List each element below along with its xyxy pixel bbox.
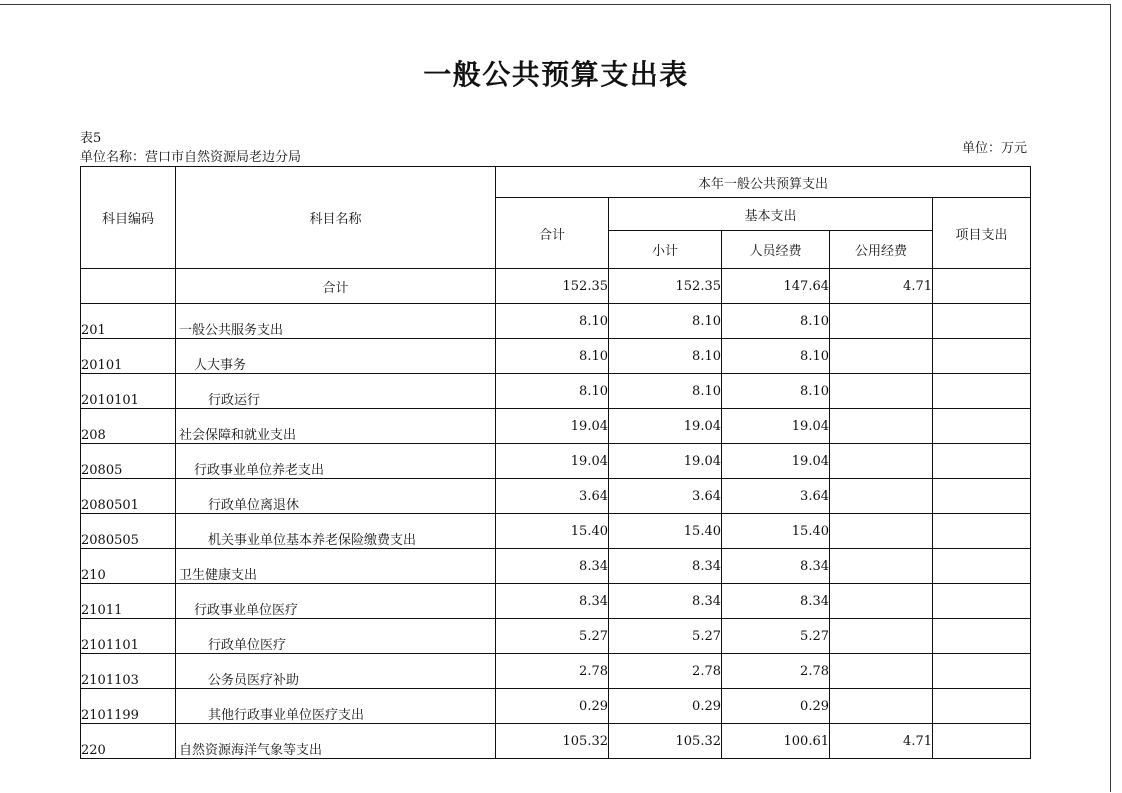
subject-code-cell: 2101101 [81, 619, 176, 654]
total-amount-cell: 3.64 [496, 479, 609, 514]
total-amount-cell: 8.10 [496, 304, 609, 339]
subject-name-cell: 其他行政事业单位医疗支出 [176, 689, 496, 724]
basic-subtotal-cell: 19.04 [609, 409, 722, 444]
subject-name-cell: 社会保障和就业支出 [176, 409, 496, 444]
subject-code-cell: 20805 [81, 444, 176, 479]
table-header [81, 167, 1031, 269]
subject-name-cell: 自然资源海洋气象等支出 [176, 724, 496, 759]
personnel-expense-cell: 8.34 [722, 549, 830, 584]
table-row [81, 409, 1031, 444]
project-expenditure-cell [933, 654, 1031, 689]
table-number: 表5 [80, 131, 102, 146]
total-row [81, 269, 1031, 304]
table-row [81, 689, 1031, 724]
public-expense-cell [830, 409, 933, 444]
header-public-expense: 公用经费 [830, 231, 933, 269]
subject-code-cell: 2080501 [81, 479, 176, 514]
header-subject-code: 科目编码 [81, 167, 176, 269]
table-row [81, 619, 1031, 654]
header-row [81, 167, 1031, 198]
personnel-expense-cell: 0.29 [722, 689, 830, 724]
public-expense-cell [830, 479, 933, 514]
header-total: 合计 [496, 198, 609, 269]
total-amount-cell: 105.32 [496, 724, 609, 759]
public-expense-cell [830, 304, 933, 339]
basic-subtotal-cell: 0.29 [609, 689, 722, 724]
basic-subtotal-cell: 15.40 [609, 514, 722, 549]
subject-name-cell: 行政事业单位养老支出 [176, 444, 496, 479]
personnel-expense-cell: 5.27 [722, 619, 830, 654]
basic-subtotal-cell: 2.78 [609, 654, 722, 689]
personnel-expense-cell: 8.10 [722, 374, 830, 409]
table-row [81, 654, 1031, 689]
subject-name-cell: 一般公共服务支出 [176, 304, 496, 339]
subject-name-cell: 行政单位医疗 [176, 619, 496, 654]
page-title: 一般公共预算支出表 [423, 58, 689, 91]
public-expense-cell [830, 444, 933, 479]
project-expenditure-cell [933, 584, 1031, 619]
public-expense-cell: 4.71 [830, 724, 933, 759]
personnel-expense-cell: 147.64 [722, 269, 830, 304]
subject-code-cell: 201 [81, 304, 176, 339]
project-expenditure-cell [933, 549, 1031, 584]
subject-code-cell: 21011 [81, 584, 176, 619]
total-amount-cell: 8.34 [496, 584, 609, 619]
project-expenditure-cell [933, 479, 1031, 514]
public-expense-cell [830, 374, 933, 409]
total-amount-cell: 19.04 [496, 409, 609, 444]
project-expenditure-cell [933, 304, 1031, 339]
project-expenditure-cell [933, 444, 1031, 479]
table-row [81, 374, 1031, 409]
project-expenditure-cell [933, 724, 1031, 759]
project-expenditure-cell [933, 689, 1031, 724]
basic-subtotal-cell: 8.34 [609, 584, 722, 619]
personnel-expense-cell: 3.64 [722, 479, 830, 514]
subject-code-cell: 2080505 [81, 514, 176, 549]
personnel-expense-cell: 15.40 [722, 514, 830, 549]
subject-code-cell: 220 [81, 724, 176, 759]
subject-code-cell: 208 [81, 409, 176, 444]
total-amount-cell: 15.40 [496, 514, 609, 549]
public-expense-cell: 4.71 [830, 269, 933, 304]
table-row [81, 584, 1031, 619]
header-project-expenditure: 项目支出 [933, 198, 1031, 269]
project-expenditure-cell [933, 269, 1031, 304]
personnel-expense-cell: 19.04 [722, 409, 830, 444]
project-expenditure-cell [933, 514, 1031, 549]
header-basic-expenditure: 基本支出 [609, 198, 933, 231]
total-amount-cell: 0.29 [496, 689, 609, 724]
total-amount-cell: 2.78 [496, 654, 609, 689]
subject-code-cell: 2101199 [81, 689, 176, 724]
public-expense-cell [830, 654, 933, 689]
basic-subtotal-cell: 19.04 [609, 444, 722, 479]
table-row [81, 479, 1031, 514]
total-amount-cell: 8.34 [496, 549, 609, 584]
unit-name: 单位名称：营口市自然资源局老边分局 [80, 150, 302, 165]
basic-subtotal-cell: 8.10 [609, 304, 722, 339]
total-amount-cell: 5.27 [496, 619, 609, 654]
header-subtotal: 小计 [609, 231, 722, 269]
currency-unit: 单位：万元 [961, 141, 1027, 156]
basic-subtotal-cell: 8.10 [609, 339, 722, 374]
table-row [81, 304, 1031, 339]
header-subject-name: 科目名称 [176, 167, 496, 269]
basic-subtotal-cell: 5.27 [609, 619, 722, 654]
personnel-expense-cell: 8.10 [722, 304, 830, 339]
subject-name-cell: 公务员医疗补助 [176, 654, 496, 689]
subject-name-cell: 行政单位离退休 [176, 479, 496, 514]
table-body [81, 269, 1031, 759]
public-expense-cell [830, 584, 933, 619]
basic-subtotal-cell: 152.35 [609, 269, 722, 304]
basic-subtotal-cell: 105.32 [609, 724, 722, 759]
public-expense-cell [830, 619, 933, 654]
personnel-expense-cell: 19.04 [722, 444, 830, 479]
total-amount-cell: 8.10 [496, 339, 609, 374]
project-expenditure-cell [933, 339, 1031, 374]
project-expenditure-cell [933, 619, 1031, 654]
subject-name-cell: 行政运行 [176, 374, 496, 409]
header-personnel-expense: 人员经费 [722, 231, 830, 269]
basic-subtotal-cell: 8.10 [609, 374, 722, 409]
total-amount-cell: 152.35 [496, 269, 609, 304]
basic-subtotal-cell: 3.64 [609, 479, 722, 514]
basic-subtotal-cell: 8.34 [609, 549, 722, 584]
table-row [81, 514, 1031, 549]
project-expenditure-cell [933, 374, 1031, 409]
public-expense-cell [830, 549, 933, 584]
personnel-expense-cell: 100.61 [722, 724, 830, 759]
subject-name-cell: 人大事务 [176, 339, 496, 374]
table-row [81, 444, 1031, 479]
personnel-expense-cell: 2.78 [722, 654, 830, 689]
subject-code-cell [81, 269, 176, 304]
subject-code-cell: 20101 [81, 339, 176, 374]
table-row [81, 339, 1031, 374]
table-row [81, 724, 1031, 759]
subject-code-cell: 2101103 [81, 654, 176, 689]
public-expense-cell [830, 514, 933, 549]
personnel-expense-cell: 8.10 [722, 339, 830, 374]
personnel-expense-cell: 8.34 [722, 584, 830, 619]
table-row [81, 549, 1031, 584]
subject-name-cell: 机关事业单位基本养老保险缴费支出 [176, 514, 496, 549]
budget-expenditure-table [80, 166, 1031, 759]
subject-code-cell: 210 [81, 549, 176, 584]
public-expense-cell [830, 339, 933, 374]
header-current-year-budget: 本年一般公共预算支出 [496, 167, 1031, 198]
subject-name-cell: 行政事业单位医疗 [176, 584, 496, 619]
public-expense-cell [830, 689, 933, 724]
subject-name-cell: 卫生健康支出 [176, 549, 496, 584]
subject-code-cell: 2010101 [81, 374, 176, 409]
subject-name-cell: 合计 [176, 269, 496, 304]
project-expenditure-cell [933, 409, 1031, 444]
total-amount-cell: 19.04 [496, 444, 609, 479]
total-amount-cell: 8.10 [496, 374, 609, 409]
